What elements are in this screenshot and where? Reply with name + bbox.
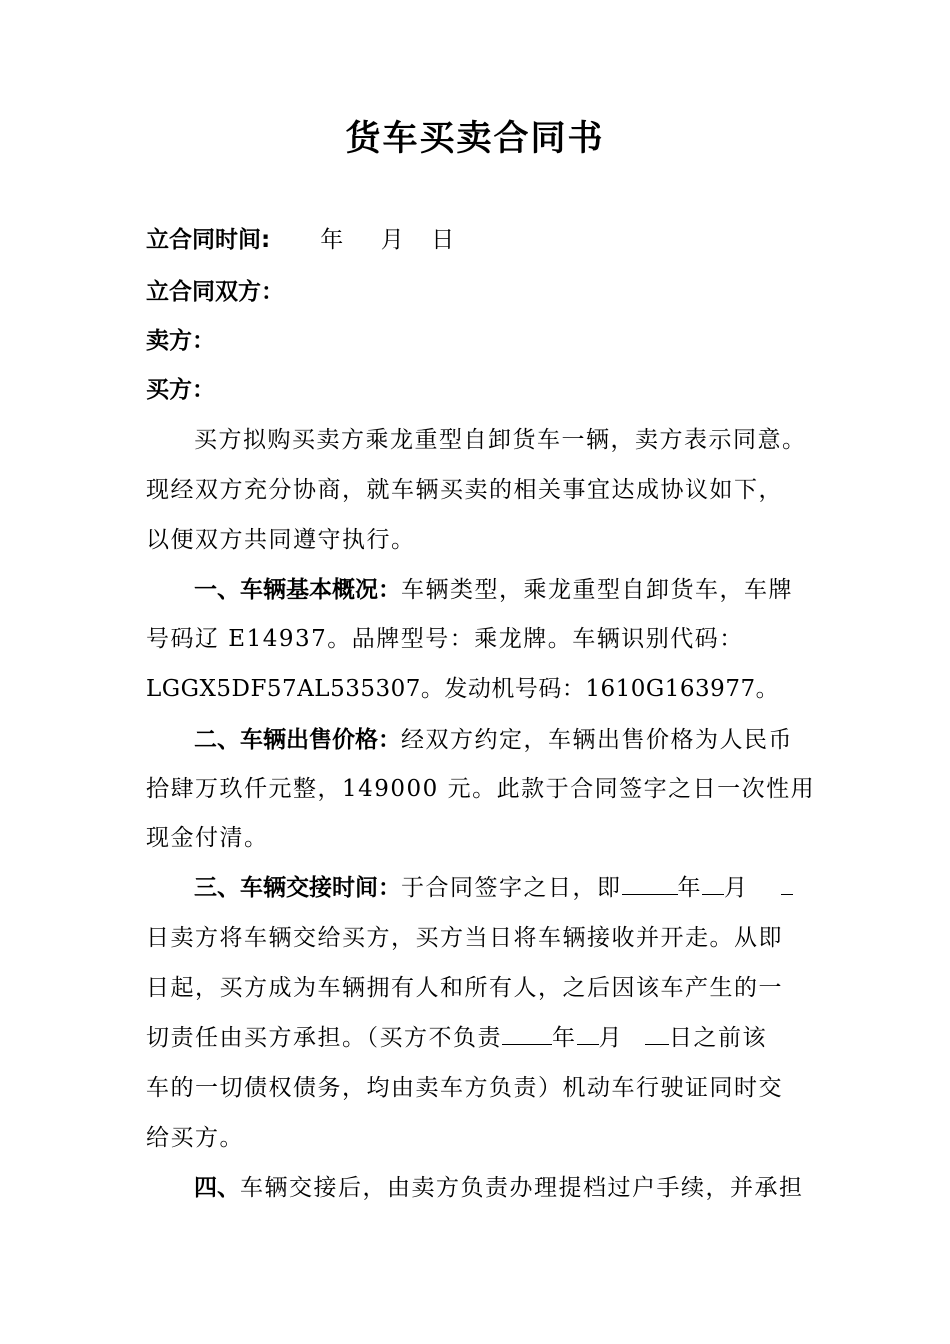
section-3-line-4-year: 年 bbox=[552, 1025, 577, 1051]
section-1-text: 车辆类型，乘龙重型自卸货车，车牌 bbox=[401, 577, 793, 603]
intro-line-1: 买方拟购买卖方乘龙重型自卸货车一辆，卖方表示同意。 bbox=[194, 427, 807, 453]
parties-label: 立合同双方： bbox=[146, 279, 284, 305]
date-day: 日 bbox=[431, 227, 456, 253]
day-blank-2 bbox=[645, 1022, 669, 1045]
section-3-line-1 bbox=[194, 868, 874, 908]
month-blank bbox=[702, 872, 724, 895]
contract-date-line bbox=[146, 220, 826, 260]
date-year: 年 bbox=[320, 227, 345, 253]
date-month: 月 bbox=[380, 227, 406, 253]
section-1-line-2: 号码辽 E14937。品牌型号：乘龙牌。车辆识别代码： bbox=[146, 626, 744, 652]
section-1-heading: 一、车辆基本概况： bbox=[194, 577, 401, 603]
section-3-heading: 三、车辆交接时间： bbox=[194, 875, 401, 901]
document-title: 货车买卖合同书 bbox=[345, 118, 605, 159]
year-blank bbox=[622, 872, 678, 895]
section-2-line-3: 现金付清。 bbox=[146, 825, 269, 851]
section-3-line-4-month: 月 bbox=[598, 1025, 623, 1051]
section-2-line-2: 拾肆万玖仟元整，149000 元。此款于合同签字之日一次性用 bbox=[146, 776, 816, 802]
buyer-label: 买方： bbox=[146, 377, 215, 403]
section-4-line-1 bbox=[194, 1168, 874, 1208]
section-1-line-3: LGGX5DF57AL535307。发动机号码：1610G163977。 bbox=[146, 676, 780, 702]
section-2-line-1 bbox=[194, 720, 874, 760]
seller-label: 卖方： bbox=[146, 328, 215, 354]
section-3-month: 月 bbox=[724, 875, 749, 901]
section-3-line-4-tail: 日之前该 bbox=[669, 1025, 767, 1051]
day-blank bbox=[781, 872, 793, 895]
section-3-line-4-text: 切责任由买方承担。（买方不负责 bbox=[146, 1025, 502, 1051]
year-blank-2 bbox=[502, 1022, 552, 1045]
intro-line-3: 以便双方共同遵守执行。 bbox=[146, 527, 416, 553]
date-label: 立合同时间: bbox=[146, 227, 271, 253]
section-3-line-2: 日卖方将车辆交给买方，买方当日将车辆接收并开走。从即 bbox=[146, 925, 783, 951]
section-3-text: 于合同签字之日，即 bbox=[401, 875, 622, 901]
section-4-text: 车辆交接后，由卖方负责办理提档过户手续，并承担 bbox=[240, 1175, 804, 1201]
month-blank-2 bbox=[577, 1022, 599, 1045]
section-3-line-3: 日起，买方成为车辆拥有人和所有人，之后因该车产生的一 bbox=[146, 975, 783, 1001]
section-4-heading: 四、 bbox=[194, 1175, 240, 1201]
section-3-line-5: 车的一切债权债务，均由卖车方负责）机动车行驶证同时交 bbox=[146, 1075, 783, 1101]
section-1-line-1 bbox=[194, 570, 874, 610]
section-3-year: 年 bbox=[677, 875, 702, 901]
section-3-line-6: 给买方。 bbox=[146, 1125, 244, 1151]
section-2-text: 经双方约定，车辆出售价格为人民币 bbox=[401, 727, 793, 753]
section-2-heading: 二、车辆出售价格： bbox=[194, 727, 401, 753]
section-3-line-4 bbox=[146, 1018, 826, 1058]
intro-line-2: 现经双方充分协商，就车辆买卖的相关事宜达成协议如下， bbox=[146, 477, 783, 503]
